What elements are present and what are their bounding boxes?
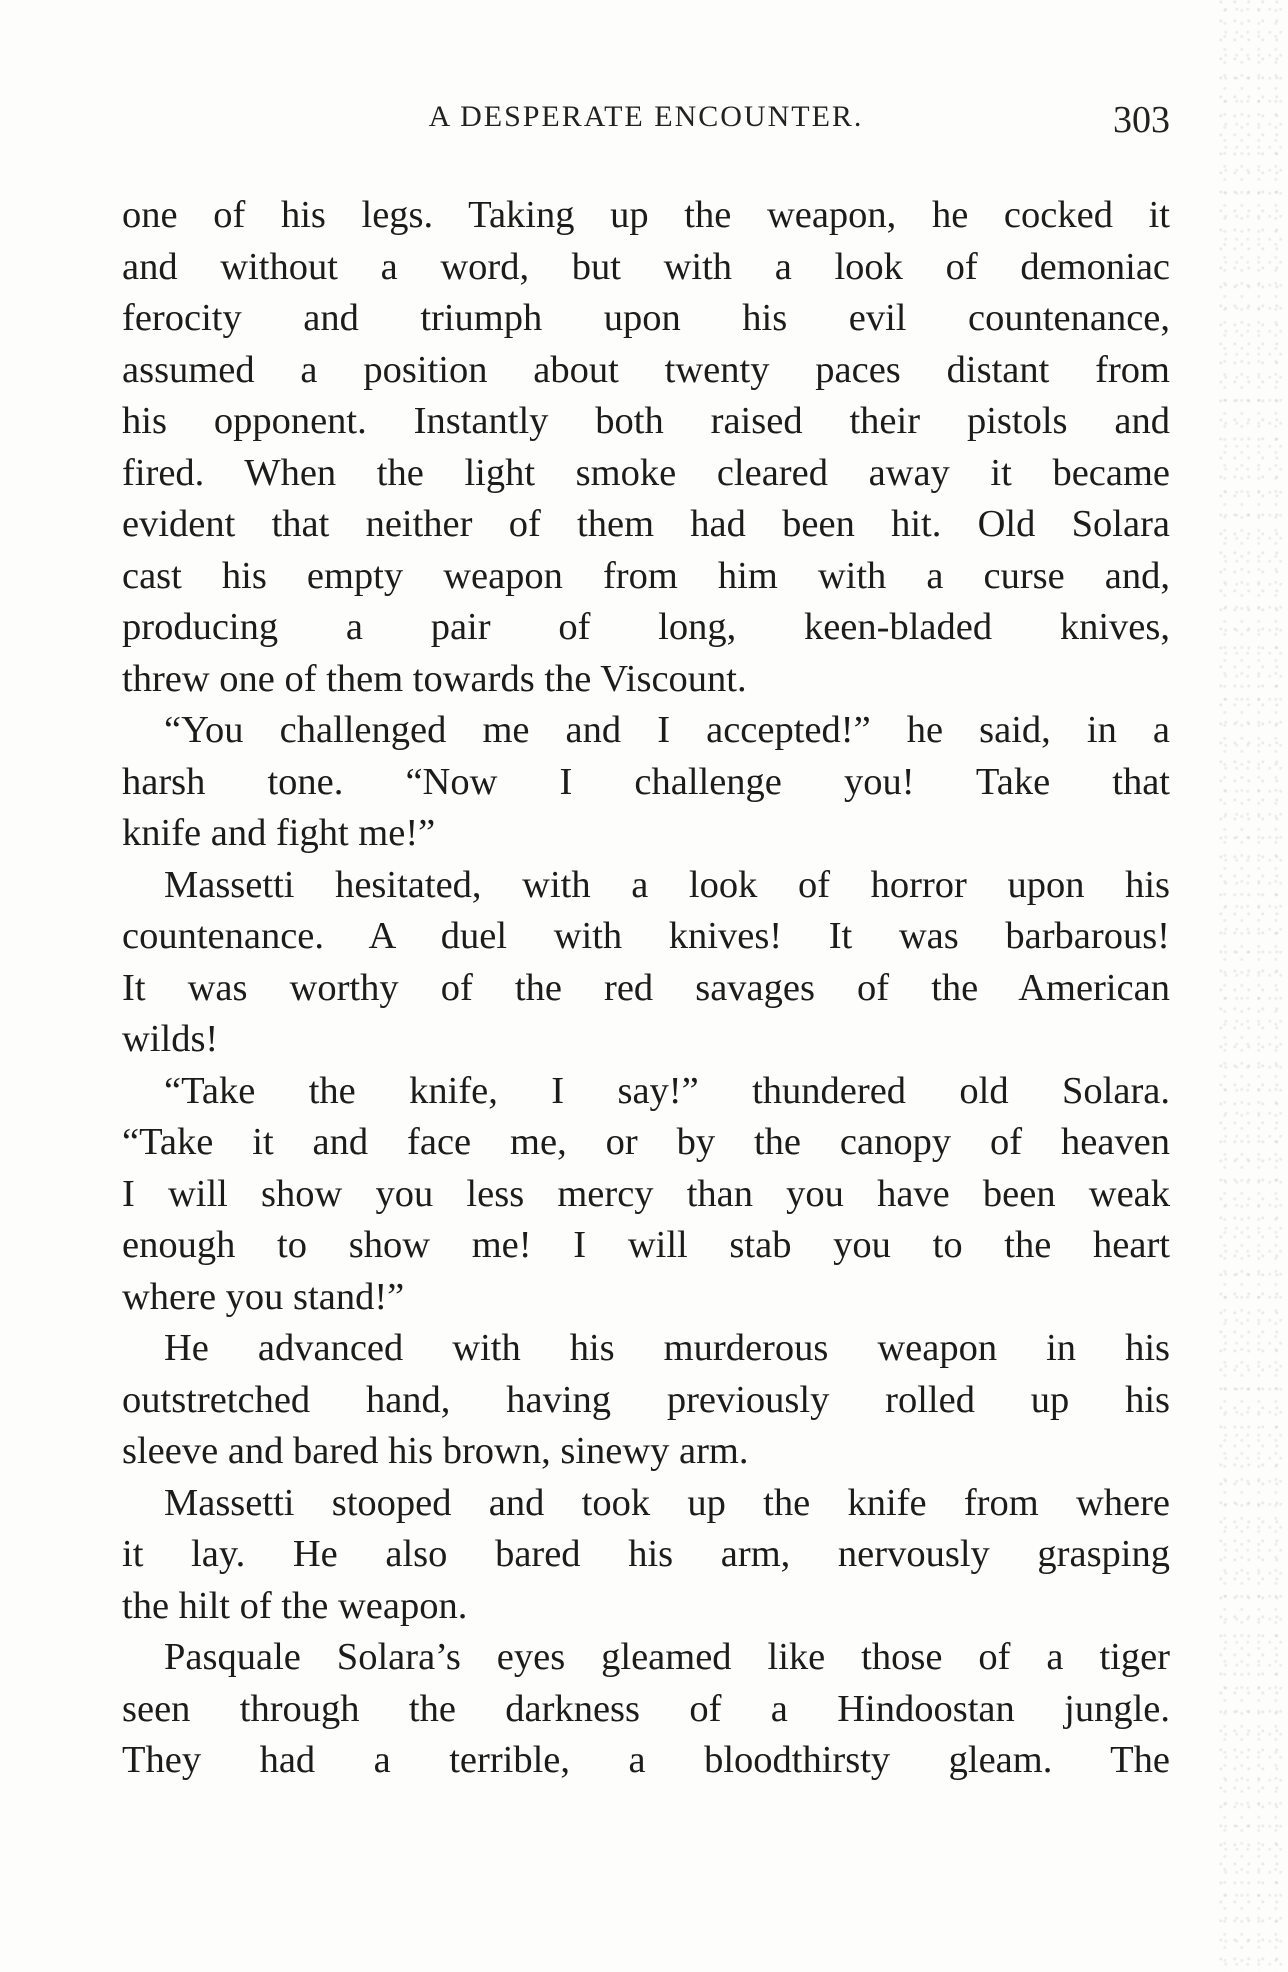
text-line: Pasquale Solara’s eyes gleamed like those of a tiger	[164, 1636, 1170, 1678]
running-title: A DESPERATE ENCOUNTER.	[428, 100, 864, 133]
text-line: it lay. He also bared his arm, nervously grasping	[122, 1533, 1170, 1575]
text-line: Massetti hesitated, with a look of horror upon his	[164, 863, 1170, 906]
text-line: his opponent. Instantly both raised their pistols and	[122, 400, 1170, 442]
text-line: ferocity and triumph upon his evil countenance,	[122, 297, 1170, 339]
text-line: evident that neither of them had been hit. Old Solara	[122, 503, 1170, 545]
text-line: harsh tone. “Now I challenge you! Take that	[122, 760, 1170, 803]
text-line: Massetti stooped and took up the knife from where	[164, 1481, 1170, 1524]
text-line: producing a pair of long, keen-bladed knives,	[122, 606, 1170, 648]
text-line: “Take it and face me, or by the canopy of heaven	[122, 1121, 1170, 1163]
text-line: It was worthy of the red savages of the American	[122, 966, 1170, 1009]
text-line: one of his legs. Taking up the weapon, he cocked it	[122, 194, 1170, 236]
text-line: and without a word, but with a look of demoniac	[122, 245, 1170, 288]
text-line: cast his empty weapon from him with a curse and,	[122, 554, 1170, 597]
body-text	[122, 190, 1170, 1787]
text-line: seen through the darkness of a Hindoostan jungle.	[122, 1687, 1170, 1730]
text-line: “You challenged me and I accepted!” he said, in a	[164, 709, 1170, 751]
text-line: “Take the knife, I say!” thundered old Solara.	[164, 1069, 1170, 1112]
text-line: wilds!	[122, 1018, 219, 1060]
text-line: fired. When the light smoke cleared away it became	[122, 451, 1170, 494]
text-line: sleeve and bared his brown, sinewy arm.	[122, 1430, 749, 1472]
text-line: They had a terrible, a bloodthirsty gleam. The	[122, 1739, 1170, 1781]
text-line: enough to show me! I will stab you to the heart	[122, 1224, 1170, 1266]
page-number: 303	[1113, 99, 1170, 141]
page-edge-texture	[1218, 0, 1288, 1972]
text-line: the hilt of the weapon.	[122, 1584, 468, 1627]
running-head	[122, 100, 1170, 144]
text-line: countenance. A duel with knives! It was barbarous!	[122, 915, 1170, 957]
text-line: I will show you less mercy than you have been weak	[122, 1172, 1170, 1215]
text-line: He advanced with his murderous weapon in his	[164, 1327, 1170, 1369]
text-line: outstretched hand, having previously rolled up his	[122, 1378, 1170, 1421]
text-line: where you stand!”	[122, 1275, 405, 1318]
text-line: assumed a position about twenty paces distant from	[122, 348, 1170, 391]
text-line: threw one of them towards the Viscount.	[122, 657, 747, 700]
text-line: knife and fight me!”	[122, 812, 436, 854]
